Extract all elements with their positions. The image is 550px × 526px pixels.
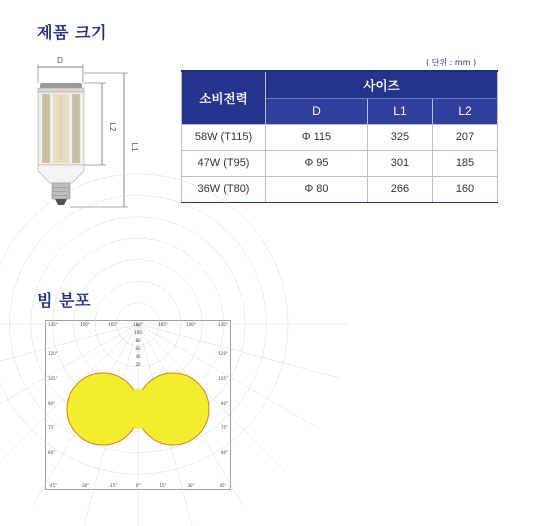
radial-label: 20: [135, 362, 141, 367]
angle-label-right: 90°: [220, 401, 228, 406]
angle-label-top: 165°: [158, 322, 168, 327]
angle-label-bottom: -15°: [108, 483, 118, 488]
angle-label-bottom: 30°: [187, 483, 195, 488]
angle-label-right: 105°: [218, 376, 228, 381]
size-spec-table: [181, 70, 498, 203]
beam-lobe-join: [126, 389, 150, 429]
cell-l2: 185: [432, 150, 497, 176]
product-size-title: 제품 크기: [37, 23, 107, 42]
angle-label-left: 120°: [48, 351, 58, 356]
bulb-dimension-drawing: [28, 55, 138, 220]
angle-label-left: 105°: [48, 376, 58, 381]
unit-note: ( 단위 : mm ): [426, 58, 477, 67]
dim-label-d: D: [57, 56, 63, 65]
angle-label-left: 60°: [48, 450, 56, 455]
header-power: 소비전력: [182, 71, 266, 124]
angle-label-left: 75°: [48, 425, 56, 430]
angle-label-right: 120°: [218, 351, 228, 356]
cell-l2: 160: [432, 176, 497, 202]
header-l1: L1: [367, 98, 432, 124]
cell-power: 58W (T115): [182, 124, 266, 150]
radial-label: 40: [135, 354, 141, 359]
angle-label-right: 60°: [220, 450, 228, 455]
cell-power: 36W (T80): [182, 176, 266, 202]
cell-l1: 301: [367, 150, 432, 176]
angle-label-bottom: -45°: [48, 483, 58, 488]
angle-label-top: 150°: [80, 322, 90, 327]
angle-label-bottom: 15°: [159, 483, 167, 488]
cell-d: Φ 80: [266, 176, 368, 202]
cell-l1: 266: [367, 176, 432, 202]
angle-label-top: 150°: [186, 322, 196, 327]
radial-label: 100: [134, 330, 142, 335]
table-row: [182, 124, 498, 150]
angle-label-bottom: 0°: [135, 483, 141, 488]
header-size: 사이즈: [266, 71, 498, 98]
cell-l2: 207: [432, 124, 497, 150]
cell-power: 47W (T95): [182, 150, 266, 176]
dim-label-l2: L2: [108, 122, 117, 132]
radial-label: 60: [135, 346, 141, 351]
cell-l1: 325: [367, 124, 432, 150]
angle-label-right: 75°: [220, 425, 228, 430]
beam-distribution-chart: [45, 320, 231, 490]
angle-label-bottom: 45°: [219, 483, 227, 488]
header-l2: L2: [432, 98, 497, 124]
beam-distribution-title: 빔 분포: [37, 291, 91, 310]
radial-label: 80: [135, 338, 141, 343]
angle-label-top: 165°: [108, 322, 118, 327]
angle-label-bottom: -30°: [80, 483, 90, 488]
header-d: D: [266, 98, 368, 124]
table-row: [182, 150, 498, 176]
angle-label-top: 180°: [133, 322, 143, 327]
cell-d: Φ 115: [266, 124, 368, 150]
angle-label-top: 135°: [48, 322, 58, 327]
cell-d: Φ 95: [266, 150, 368, 176]
angle-label-top: 135°: [218, 322, 228, 327]
table-row: [182, 176, 498, 202]
dim-label-l1: L1: [130, 142, 139, 152]
angle-label-left: 90°: [48, 401, 56, 406]
